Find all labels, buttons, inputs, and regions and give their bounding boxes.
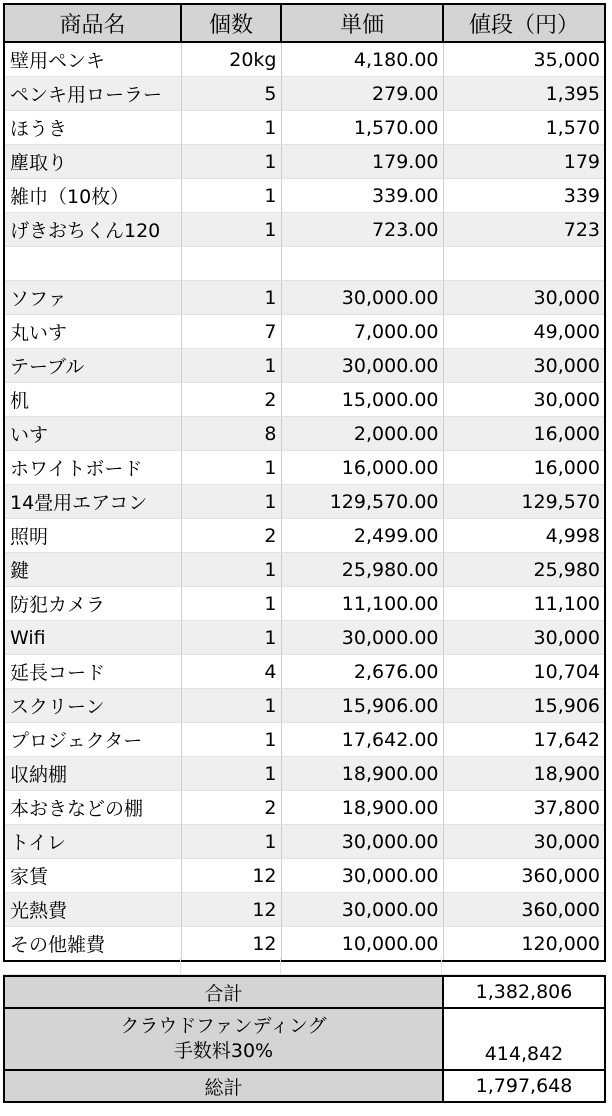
cell-name[interactable]: 延長コード (4, 655, 181, 689)
table-row (4, 893, 605, 927)
cell-qty[interactable]: 20kg (181, 42, 281, 77)
header-row (4, 4, 605, 42)
cell-qty[interactable]: 1 (181, 349, 281, 383)
cell-unit-price[interactable]: 2,676.00 (281, 655, 443, 689)
table-row (4, 485, 605, 519)
items-table (3, 3, 606, 962)
table-row (4, 349, 605, 383)
table-row (4, 247, 605, 281)
cell-unit-price[interactable]: 30,000.00 (281, 621, 443, 655)
fee-row (4, 1008, 605, 1070)
cell-name[interactable]: 鍵 (4, 553, 181, 587)
fee-label-line2: 手数料30% (173, 1040, 274, 1062)
cell-qty[interactable]: 1 (181, 825, 281, 859)
cell-unit-price[interactable]: 30,000.00 (281, 825, 443, 859)
cell-name[interactable]: 家賃 (4, 859, 181, 893)
cell-name[interactable]: 防犯カメラ (4, 587, 181, 621)
cell-unit-price[interactable]: 30,000.00 (281, 349, 443, 383)
table-row (4, 825, 605, 859)
cell-unit-price[interactable]: 2,499.00 (281, 519, 443, 553)
cell-price[interactable]: 179 (443, 145, 605, 179)
cell-name[interactable]: その他雑費 (4, 927, 181, 962)
cell-qty[interactable]: 5 (181, 77, 281, 111)
cell-price[interactable]: 16,000 (443, 417, 605, 451)
cell-name[interactable]: プロジェクター (4, 723, 181, 757)
total-row (4, 1070, 605, 1102)
cell-name[interactable]: ホワイトボード (4, 451, 181, 485)
cell-price[interactable]: 30,000 (443, 621, 605, 655)
fee-value[interactable]: 414,842 (443, 1008, 605, 1070)
cell-qty[interactable]: 12 (181, 859, 281, 893)
blank-trailing-row (3, 1103, 604, 1116)
cell-unit-price[interactable]: 18,900.00 (281, 791, 443, 825)
table-row (4, 281, 605, 315)
cell-price[interactable]: 360,000 (443, 893, 605, 927)
table-row (4, 451, 605, 485)
cell-price[interactable]: 11,100 (443, 587, 605, 621)
cell-price[interactable]: 129,570 (443, 485, 605, 519)
cell-price[interactable]: 1,395 (443, 77, 605, 111)
table-row (4, 587, 605, 621)
subtotal-label[interactable]: 合計 (4, 976, 443, 1008)
cell-price[interactable]: 37,800 (443, 791, 605, 825)
table-row (4, 723, 605, 757)
table-row (4, 179, 605, 213)
cell-name[interactable]: スクリーン (4, 689, 181, 723)
cell-qty[interactable]: 1 (181, 553, 281, 587)
subtotal-value[interactable]: 1,382,806 (443, 976, 605, 1008)
cell-name[interactable]: ペンキ用ローラー (4, 77, 181, 111)
spreadsheet (3, 3, 604, 962)
header-name[interactable]: 商品名 (4, 4, 181, 42)
table-row (4, 791, 605, 825)
cell-name[interactable]: 光熱費 (4, 893, 181, 927)
cell-unit-price[interactable]: 7,000.00 (281, 315, 443, 349)
cell-price[interactable]: 30,000 (443, 349, 605, 383)
cell-price[interactable]: 339 (443, 179, 605, 213)
cell-price[interactable]: 18,900 (443, 757, 605, 791)
header-unit-price[interactable]: 単価 (281, 4, 443, 42)
header-price[interactable]: 値段（円） (443, 4, 605, 42)
cell-price[interactable]: 360,000 (443, 859, 605, 893)
cell-qty[interactable]: 2 (181, 383, 281, 417)
cell-qty[interactable]: 1 (181, 179, 281, 213)
cell-qty[interactable]: 1 (181, 587, 281, 621)
cell-name[interactable]: いす (4, 417, 181, 451)
cell-qty[interactable]: 2 (181, 519, 281, 553)
cell-unit-price[interactable]: 723.00 (281, 213, 443, 247)
subtotal-row (4, 976, 605, 1008)
table-row (4, 417, 605, 451)
table-row (4, 383, 605, 417)
cell-name[interactable]: 14畳用エアコン (4, 485, 181, 519)
fee-label[interactable] (4, 1008, 443, 1070)
cell-unit-price[interactable]: 30,000.00 (281, 281, 443, 315)
cell-price[interactable]: 4,998 (443, 519, 605, 553)
cell-unit-price[interactable]: 11,100.00 (281, 587, 443, 621)
cell-qty[interactable]: 2 (181, 791, 281, 825)
cell-unit-price[interactable]: 30,000.00 (281, 893, 443, 927)
cell-name[interactable]: 収納棚 (4, 757, 181, 791)
cell-unit-price[interactable]: 4,180.00 (281, 42, 443, 77)
cell-unit-price[interactable]: 15,000.00 (281, 383, 443, 417)
table-row (4, 519, 605, 553)
cell-qty[interactable]: 1 (181, 111, 281, 145)
cell-name[interactable]: げきおちくん120 (4, 213, 181, 247)
cell-name[interactable]: 塵取り (4, 145, 181, 179)
table-row (4, 927, 605, 962)
cell-price[interactable]: 30,000 (443, 383, 605, 417)
cell-price[interactable]: 120,000 (443, 927, 605, 962)
table-row (4, 655, 605, 689)
total-value[interactable]: 1,797,648 (443, 1070, 605, 1102)
cell-price[interactable]: 30,000 (443, 825, 605, 859)
total-label[interactable]: 総計 (4, 1070, 443, 1102)
cell-unit-price[interactable]: 16,000.00 (281, 451, 443, 485)
table-row (4, 213, 605, 247)
cell-name[interactable]: テーブル (4, 349, 181, 383)
cell-price[interactable]: 30,000 (443, 281, 605, 315)
cell-unit-price[interactable]: 2,000.00 (281, 417, 443, 451)
cell-qty[interactable]: 1 (181, 723, 281, 757)
summary-table (3, 975, 606, 1103)
table-row (4, 689, 605, 723)
cell-qty[interactable]: 1 (181, 145, 281, 179)
cell-unit-price[interactable]: 179.00 (281, 145, 443, 179)
cell-qty[interactable]: 12 (181, 893, 281, 927)
cell-price[interactable]: 10,704 (443, 655, 605, 689)
cell-qty[interactable] (181, 247, 281, 281)
cell-price[interactable]: 1,570 (443, 111, 605, 145)
cell-price[interactable]: 16,000 (443, 451, 605, 485)
cell-name[interactable]: トイレ (4, 825, 181, 859)
cell-unit-price[interactable]: 10,000.00 (281, 927, 443, 962)
cell-price[interactable] (443, 247, 605, 281)
cell-qty[interactable]: 1 (181, 621, 281, 655)
cell-qty[interactable]: 1 (181, 689, 281, 723)
blank-spacer-row (3, 958, 604, 975)
cell-qty[interactable]: 8 (181, 417, 281, 451)
cell-name[interactable]: Wifi (4, 621, 181, 655)
cell-name[interactable] (4, 247, 181, 281)
cell-name[interactable]: 本おきなどの棚 (4, 791, 181, 825)
cell-price[interactable]: 17,642 (443, 723, 605, 757)
cell-name[interactable]: 照明 (4, 519, 181, 553)
table-row (4, 621, 605, 655)
cell-unit-price[interactable]: 30,000.00 (281, 859, 443, 893)
cell-name[interactable]: ソファ (4, 281, 181, 315)
cell-unit-price[interactable]: 1,570.00 (281, 111, 443, 145)
cell-qty[interactable]: 12 (181, 927, 281, 962)
cell-name[interactable]: 丸いす (4, 315, 181, 349)
cell-qty[interactable]: 1 (181, 451, 281, 485)
cell-unit-price[interactable]: 15,906.00 (281, 689, 443, 723)
cell-price[interactable]: 35,000 (443, 42, 605, 77)
table-row (4, 757, 605, 791)
cell-unit-price[interactable]: 129,570.00 (281, 485, 443, 519)
item-rows (4, 42, 605, 961)
cell-unit-price[interactable]: 25,980.00 (281, 553, 443, 587)
cell-name[interactable]: ほうき (4, 111, 181, 145)
cell-qty[interactable]: 7 (181, 315, 281, 349)
cell-price[interactable]: 15,906 (443, 689, 605, 723)
cell-price[interactable]: 49,000 (443, 315, 605, 349)
cell-unit-price[interactable]: 279.00 (281, 77, 443, 111)
table-row (4, 315, 605, 349)
cell-unit-price[interactable] (281, 247, 443, 281)
header-qty[interactable]: 個数 (181, 4, 281, 42)
cell-qty[interactable]: 4 (181, 655, 281, 689)
cell-name[interactable]: 机 (4, 383, 181, 417)
cell-qty[interactable]: 1 (181, 757, 281, 791)
table-row (4, 859, 605, 893)
cell-name[interactable]: 壁用ペンキ (4, 42, 181, 77)
table-row (4, 42, 605, 77)
cell-name[interactable]: 雑巾（10枚） (4, 179, 181, 213)
cell-qty[interactable]: 1 (181, 485, 281, 519)
cell-price[interactable]: 723 (443, 213, 605, 247)
cell-unit-price[interactable]: 17,642.00 (281, 723, 443, 757)
table-row (4, 553, 605, 587)
fee-label-line1: クラウドファンディング (120, 1015, 327, 1037)
cell-price[interactable]: 25,980 (443, 553, 605, 587)
table-row (4, 145, 605, 179)
cell-unit-price[interactable]: 339.00 (281, 179, 443, 213)
cell-qty[interactable]: 1 (181, 281, 281, 315)
table-row (4, 77, 605, 111)
cell-unit-price[interactable]: 18,900.00 (281, 757, 443, 791)
table-row (4, 111, 605, 145)
cell-qty[interactable]: 1 (181, 213, 281, 247)
